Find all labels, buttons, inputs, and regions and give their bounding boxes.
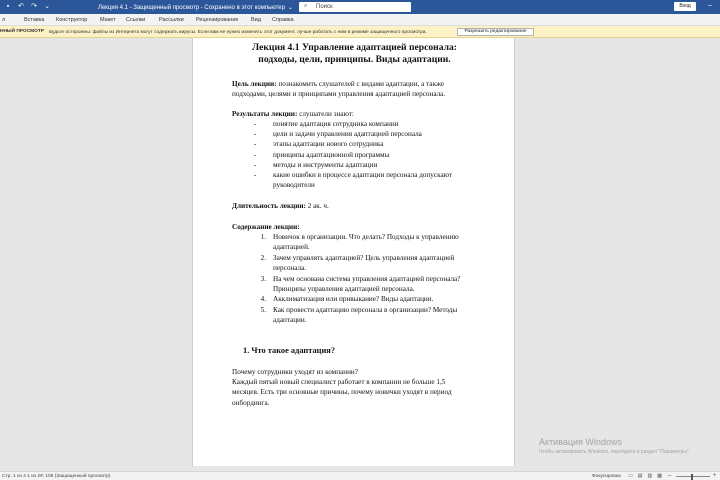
bullet-dash: -: [254, 130, 257, 138]
section-heading: 1. Что такое адаптация?: [243, 346, 336, 355]
search-placeholder: Поиск: [316, 4, 333, 10]
duration-text: 2 ак. ч.: [305, 202, 329, 210]
contents-item: Акклиматизация или привыкание? Виды адаптации.: [273, 295, 434, 303]
contents-item-continued: адаптацией.: [273, 243, 310, 251]
results-label: Результаты лекции:: [232, 110, 298, 118]
tab-home[interactable]: л: [2, 17, 6, 23]
contents-item: Зачем управлять адаптацией? Цель управления адаптацией: [273, 254, 455, 262]
quick-access-toolbar: [4, 3, 51, 11]
search-box[interactable]: [299, 2, 411, 12]
status-page-info: Стр. 1 из 4 1 из 28: 105 (Защищенный просмотр): [2, 473, 111, 479]
result-item: какие ошибки в процессе адаптации персонала допускают: [273, 171, 453, 179]
view-buttons: [628, 473, 662, 479]
bullet-dash: -: [254, 161, 257, 169]
goal-label: Цель лекции:: [232, 80, 277, 88]
document-title-line-2: подходы, цели, принципы. Виды адаптации.: [258, 54, 451, 65]
contents-item-continued: адаптации.: [273, 316, 307, 324]
list-number: 3.: [260, 275, 266, 283]
contents-item: Новичок в организации. Что делать? Подходы к управлению: [273, 233, 459, 241]
results-text: слушатели знают:: [297, 110, 354, 118]
tab-layout[interactable]: Макет: [100, 17, 116, 23]
protected-view-message: Будьте осторожны: файлы из Интернета могут содержать вирусы. Если вам не нужно изменять этот документ, лучше работать с ним в режиме защищенного просмотра.: [49, 29, 427, 35]
search-icon: ⌕: [304, 3, 308, 9]
minimize-icon[interactable]: –: [708, 2, 712, 9]
document-page[interactable]: [192, 38, 515, 466]
duration-label: Длительность лекции:: [232, 202, 306, 210]
zoom-in-button[interactable]: +: [713, 472, 717, 479]
tab-review[interactable]: Рецензирование: [196, 17, 239, 23]
contents-label: Содержание лекции:: [232, 223, 300, 231]
document-title-line-1: Лекция 4.1 Управление адаптацией персонала:: [252, 42, 457, 53]
contents-item: Как провести адаптацию персонала в организации? Методы: [273, 306, 458, 314]
list-number: 2.: [260, 254, 266, 262]
protected-view-title: ННЫЙ ПРОСМОТР: [0, 29, 44, 34]
goal-text: познакомить слушателей с видами адаптации, а также: [276, 80, 445, 88]
tab-help[interactable]: Справка: [272, 17, 294, 23]
goal-text-continued: подходами, целями и принципами управления адаптацией персонала.: [232, 90, 446, 98]
activation-watermark-title: Активация Windows: [539, 437, 622, 447]
focus-mode-button[interactable]: Фокусировка: [592, 473, 621, 479]
contents-item-continued: персонала.: [273, 264, 307, 272]
result-item: методы и инструменты адаптации: [273, 161, 378, 169]
list-number: 5.: [260, 306, 266, 314]
status-bar: [0, 471, 720, 480]
result-item: понятие адаптация сотрудника компании: [273, 120, 399, 128]
list-number: 1.: [260, 233, 266, 241]
focus-icon[interactable]: ▭: [628, 473, 633, 479]
list-number: 4.: [260, 295, 266, 303]
redo-icon[interactable]: ↷: [31, 3, 37, 10]
zoom-out-button[interactable]: –: [668, 472, 672, 479]
window-title[interactable]: [98, 4, 293, 11]
tab-insert[interactable]: Вставка: [24, 17, 45, 23]
goal-paragraph: [232, 80, 444, 88]
tab-view[interactable]: Вид: [251, 17, 261, 23]
result-item-continued: руководители: [273, 181, 315, 189]
window-title-text: Лекция 4.1 - Защищенный просмотр - Сохранено в этот компьютер: [98, 5, 285, 11]
result-item: принципы адаптационной программы: [273, 151, 390, 159]
body-line: онбординга.: [232, 399, 270, 407]
body-line: месяцев. Есть три основные причины, почему новички уходят в период: [232, 388, 452, 396]
tab-design[interactable]: Конструктор: [56, 17, 88, 23]
activation-watermark-text: Чтобы активировать Windows, перейдите в раздел "Параметры".: [539, 449, 691, 455]
read-mode-icon[interactable]: ▤: [637, 473, 643, 479]
sign-in-button[interactable]: Вход: [674, 2, 696, 11]
title-bar: [0, 0, 720, 14]
enable-editing-button[interactable]: Разрешить редактирование: [457, 28, 534, 36]
bullet-dash: -: [254, 140, 257, 148]
tab-mailings[interactable]: Рассылки: [159, 17, 184, 23]
bullet-dash: -: [254, 120, 257, 128]
chevron-down-icon: ⌄: [287, 5, 293, 11]
undo-icon[interactable]: ↶: [18, 3, 24, 10]
tab-references[interactable]: Ссылки: [126, 17, 146, 23]
body-line: Каждый пятый новый специалист работает в компании не больше 1,5: [232, 378, 446, 386]
customize-toolbar-icon[interactable]: ⌄: [44, 3, 50, 10]
result-item: этапы адаптации нового сотрудника: [273, 140, 384, 148]
ribbon-tabs: [0, 14, 720, 26]
results-paragraph: [232, 110, 354, 118]
body-line: Почему сотрудники уходят из компании?: [232, 368, 358, 376]
bullet-dash: -: [254, 151, 257, 159]
web-layout-icon[interactable]: ▦: [657, 473, 662, 479]
protected-view-bar: [0, 26, 720, 38]
save-icon[interactable]: ▪: [6, 3, 10, 10]
contents-item-continued: Принципы управления адаптацией персонала.: [273, 285, 415, 293]
zoom-slider-thumb[interactable]: [691, 474, 693, 480]
bullet-dash: -: [254, 171, 257, 179]
contents-item: На чем основана система управления адаптацией персонала?: [273, 275, 461, 283]
zoom-slider[interactable]: [676, 476, 710, 477]
print-layout-icon[interactable]: ▥: [647, 473, 653, 479]
result-item: цели и задачи управления адаптацией персонала: [273, 130, 422, 138]
duration-paragraph: [232, 202, 329, 210]
